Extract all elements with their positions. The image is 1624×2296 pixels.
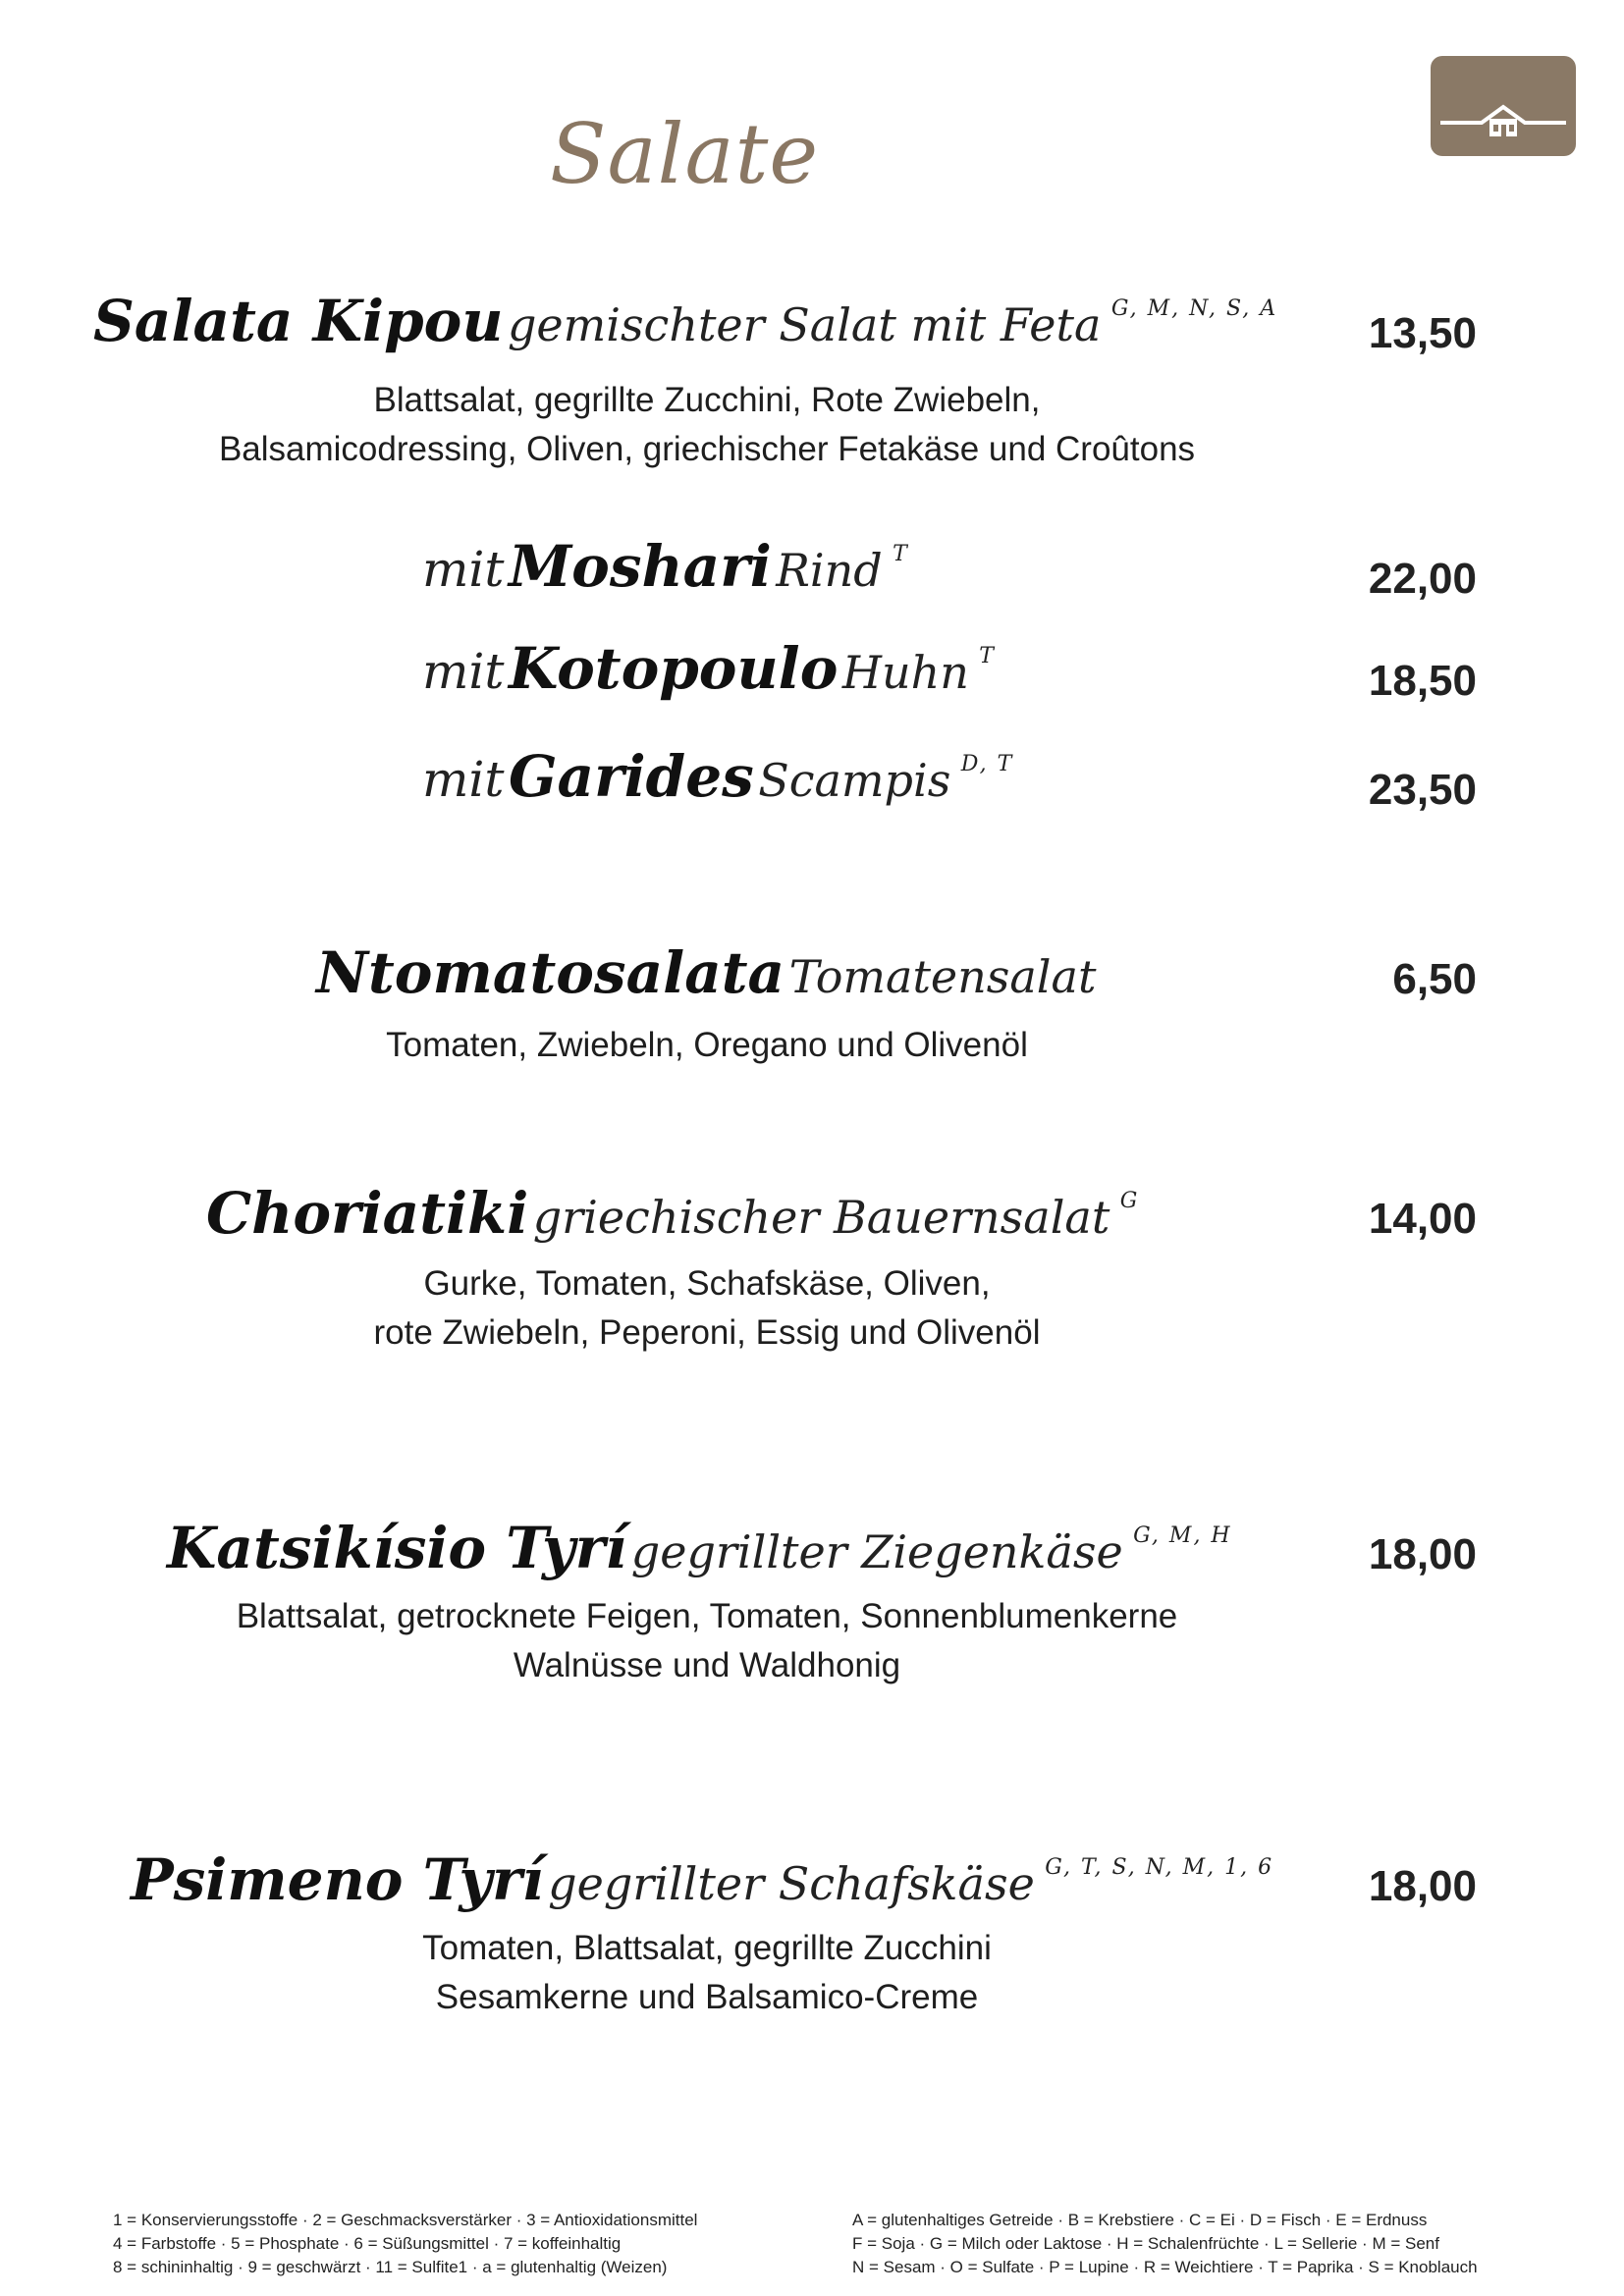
description-line: Blattsalat, getrocknete Feigen, Tomaten, Sonnenblumenkerne bbox=[236, 1597, 1178, 1635]
description-line: Blattsalat, gegrillte Zucchini, Rote Zwiebeln, bbox=[373, 381, 1041, 419]
description-line: Tomaten, Blattsalat, gegrillte Zucchini bbox=[422, 1929, 992, 1967]
description-line: Gurke, Tomaten, Schafskäse, Oliven, bbox=[423, 1264, 991, 1303]
item-price: 6,50 bbox=[1392, 955, 1477, 1003]
option-price: 23,50 bbox=[1368, 766, 1477, 814]
item-subtitle: gegrillter Ziegenkäse bbox=[630, 1525, 1123, 1578]
option-subtitle: Scampis bbox=[758, 754, 951, 807]
house-logo-icon bbox=[1431, 56, 1576, 156]
legend-line: F = Soja · G = Milch oder Laktose · H = Schalenfrüchte · L = Sellerie · M = Senf bbox=[852, 2234, 1439, 2253]
description-line: Tomaten, Zwiebeln, Oregano und Olivenöl bbox=[386, 1026, 1028, 1064]
item-description bbox=[216, 376, 1198, 474]
item-subtitle: gegrillter Schafskäse bbox=[548, 1857, 1035, 1910]
description-line: Sesamkerne und Balsamico-Creme bbox=[435, 1978, 979, 2016]
option-moshari bbox=[422, 533, 909, 600]
item-subtitle: gemischter Salat mit Feta bbox=[507, 298, 1102, 351]
option-prefix: mit bbox=[422, 751, 505, 808]
option-price: 18,50 bbox=[1368, 657, 1477, 705]
item-allergens: G, M, N, S, A bbox=[1110, 296, 1278, 321]
option-garides bbox=[422, 743, 1014, 810]
option-allergens: T bbox=[893, 542, 909, 566]
item-description bbox=[216, 1924, 1198, 2022]
menu-item-salata-kipou bbox=[93, 288, 1278, 354]
menu-item-katsikisio-tyri bbox=[167, 1515, 1232, 1581]
additives-legend bbox=[113, 2209, 697, 2279]
option-name: Moshari bbox=[508, 533, 772, 600]
allergens-legend bbox=[852, 2209, 1478, 2279]
item-name: Katsikísio Tyrí bbox=[167, 1515, 627, 1581]
menu-item-choriatiki bbox=[206, 1180, 1140, 1247]
item-allergens: G, M, H bbox=[1133, 1523, 1232, 1548]
option-prefix: mit bbox=[422, 643, 505, 700]
legend-line: N = Sesam · O = Sulfate · P = Lupine · R = Weichtiere · T = Paprika · S = Knoblauch bbox=[852, 2258, 1478, 2276]
item-allergens: G bbox=[1119, 1189, 1140, 1213]
item-allergens: G, T, S, N, M, 1, 6 bbox=[1045, 1855, 1274, 1880]
page-title: Salate bbox=[550, 106, 820, 202]
restaurant-logo bbox=[1431, 56, 1576, 156]
menu-item-psimeno-tyri bbox=[131, 1846, 1274, 1913]
legend-line: A = glutenhaltiges Getreide · B = Krebstiere · C = Ei · D = Fisch · E = Erdnuss bbox=[852, 2211, 1428, 2229]
item-subtitle: griechischer Bauernsalat bbox=[532, 1191, 1110, 1244]
item-name: Ntomatosalata bbox=[316, 939, 785, 1006]
legend-line: 4 = Farbstoffe · 5 = Phosphate · 6 = Süßungsmittel · 7 = koffeinhaltig bbox=[113, 2234, 622, 2253]
option-subtitle: Rind bbox=[776, 544, 883, 597]
option-allergens: T bbox=[979, 644, 996, 668]
item-name: Salata Kipou bbox=[93, 288, 504, 354]
option-price: 22,00 bbox=[1368, 555, 1477, 603]
item-name: Psimeno Tyrí bbox=[131, 1846, 544, 1913]
item-price: 18,00 bbox=[1368, 1530, 1477, 1578]
option-name: Garides bbox=[508, 743, 754, 810]
description-line: Balsamicodressing, Oliven, griechischer Fetakäse und Croûtons bbox=[218, 430, 1196, 468]
option-allergens: D, T bbox=[960, 752, 1014, 776]
item-price: 13,50 bbox=[1368, 309, 1477, 357]
description-line: Walnüsse und Waldhonig bbox=[513, 1646, 901, 1684]
option-name: Kotopoulo bbox=[508, 635, 839, 702]
option-subtitle: Huhn bbox=[841, 646, 969, 699]
item-name: Choriatiki bbox=[206, 1180, 529, 1247]
option-kotopoulo bbox=[422, 635, 996, 702]
legend-line: 1 = Konservierungsstoffe · 2 = Geschmacksverstärker · 3 = Antioxidationsmittel bbox=[113, 2211, 698, 2229]
item-price: 14,00 bbox=[1368, 1195, 1477, 1243]
item-description bbox=[216, 1259, 1198, 1358]
option-prefix: mit bbox=[422, 541, 505, 598]
legend-line: 8 = schininhaltig · 9 = geschwärzt · 11 = Sulfite1 · a = glutenhaltig (Weizen) bbox=[113, 2258, 668, 2276]
item-description bbox=[216, 1592, 1198, 1690]
description-line: rote Zwiebeln, Peperoni, Essig und Olivenöl bbox=[373, 1313, 1041, 1352]
item-description bbox=[216, 1021, 1198, 1070]
item-price: 18,00 bbox=[1368, 1862, 1477, 1910]
menu-item-ntomatosalata bbox=[316, 939, 1097, 1006]
item-subtitle: Tomatensalat bbox=[788, 950, 1097, 1003]
